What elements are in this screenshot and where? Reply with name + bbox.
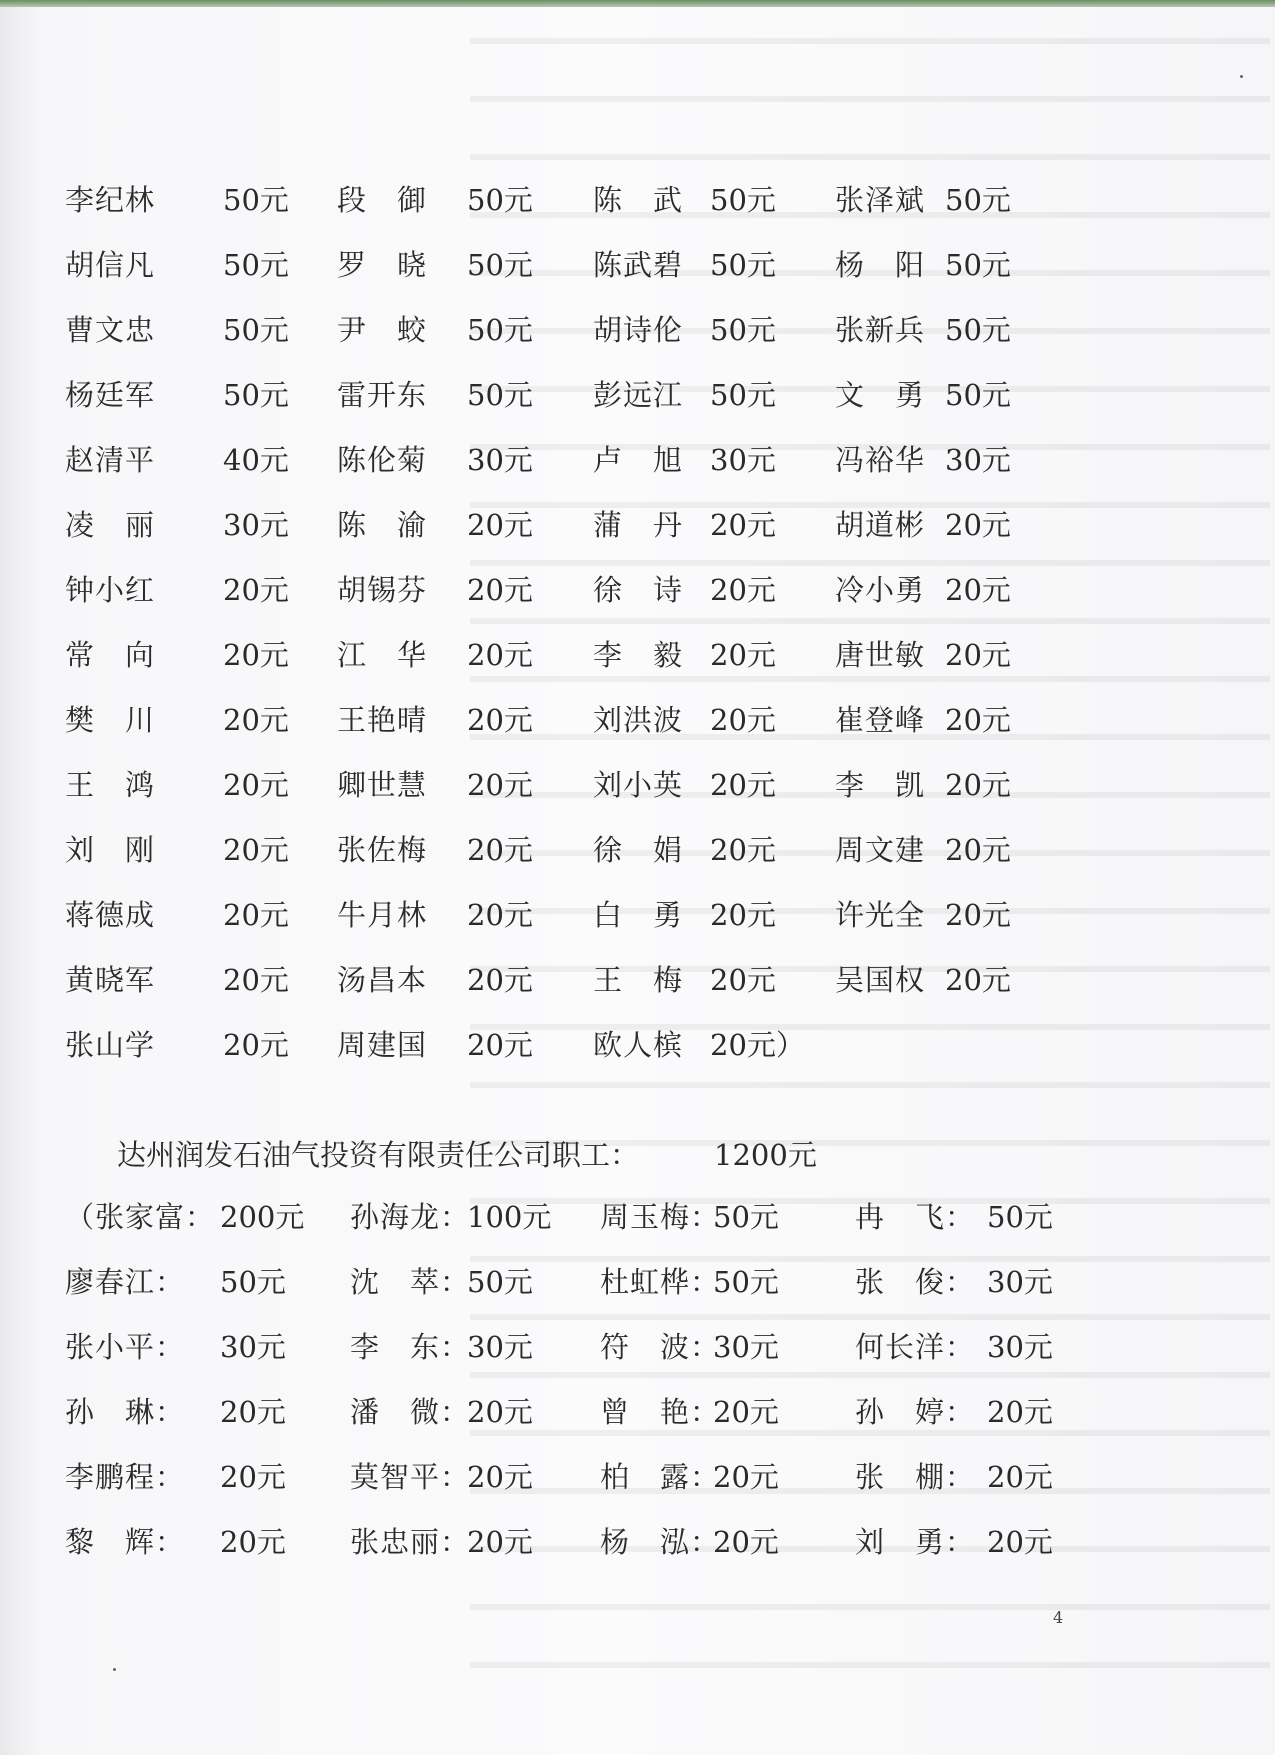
donor-name: 杨廷军	[65, 378, 156, 412]
donor-name: 周建国	[337, 1028, 428, 1062]
donor-name: 曹文忠	[65, 313, 156, 347]
donation-amount: 30元	[987, 1330, 1053, 1364]
list-row	[65, 503, 1095, 568]
donor-name: 张小平：	[65, 1330, 186, 1364]
donor-name: 胡道彬	[835, 508, 926, 542]
donation-amount: 20元	[223, 703, 289, 737]
donor-name: （张家富：	[65, 1200, 216, 1234]
donor-name: 王 鸿	[65, 768, 156, 802]
donation-amount: 30元	[220, 1330, 286, 1364]
list-row	[65, 1195, 1095, 1260]
donation-amount: 20元	[467, 638, 533, 672]
donation-amount: 20元	[945, 703, 1011, 737]
donor-name: 李 凯	[835, 768, 926, 802]
donor-name: 崔登峰	[835, 703, 926, 737]
list-row	[65, 1390, 1095, 1455]
donation-amount: 50元	[223, 313, 289, 347]
donor-name: 柏 露：	[600, 1460, 721, 1494]
donation-amount: 20元	[987, 1460, 1053, 1494]
donation-amount: 50元	[467, 1265, 533, 1299]
list-row	[65, 828, 1095, 893]
donation-amount: 20元	[467, 1395, 533, 1429]
donation-amount: 50元	[223, 248, 289, 282]
donation-amount: 20元	[467, 1525, 533, 1559]
donor-name: 刘洪波	[593, 703, 684, 737]
donor-name: 段 御	[337, 183, 428, 217]
donation-amount: 20元	[220, 1395, 286, 1429]
donor-name: 杜虹桦：	[600, 1265, 721, 1299]
donation-amount: 50元	[467, 248, 533, 282]
donation-amount: 20元	[220, 1460, 286, 1494]
donor-name: 钟小红	[65, 573, 156, 607]
donor-name: 刘小英	[593, 768, 684, 802]
donor-name: 刘 刚	[65, 833, 156, 867]
donation-amount: 20元	[945, 898, 1011, 932]
donation-amount: 20元	[223, 573, 289, 607]
donation-amount: 20元	[945, 638, 1011, 672]
donor-name: 冉 飞：	[855, 1200, 976, 1234]
list-row	[65, 1325, 1095, 1390]
donation-amount: 20元	[987, 1395, 1053, 1429]
donor-name: 徐 娟	[593, 833, 684, 867]
list-row	[65, 1455, 1095, 1520]
donor-name: 陈 渝	[337, 508, 428, 542]
donor-name: 冷小勇	[835, 573, 926, 607]
list-row	[65, 633, 1095, 698]
donor-name: 黎 辉：	[65, 1525, 186, 1559]
donation-amount: 50元	[223, 183, 289, 217]
donor-name: 周文建	[835, 833, 926, 867]
donation-amount: 20元	[223, 768, 289, 802]
donor-name: 孙海龙：	[350, 1200, 471, 1234]
donation-amount: 20元	[223, 1028, 289, 1062]
list-row	[65, 568, 1095, 633]
donor-name: 周玉梅：	[600, 1200, 721, 1234]
donation-amount: 50元	[710, 183, 776, 217]
donor-name: 雷开东	[337, 378, 428, 412]
donor-name: 陈 武	[593, 183, 684, 217]
donor-name: 王艳晴	[337, 703, 428, 737]
donation-amount: 200元	[220, 1200, 305, 1234]
donor-name: 杨 泓：	[600, 1525, 721, 1559]
donor-name: 胡诗伦	[593, 313, 684, 347]
donor-name: 张忠丽：	[350, 1525, 471, 1559]
donation-amount: 20元	[223, 638, 289, 672]
donation-amount: 20元	[710, 508, 776, 542]
donor-name: 江 华	[337, 638, 428, 672]
donation-amount: 20元）	[710, 1028, 805, 1062]
donation-amount: 20元	[945, 768, 1011, 802]
donor-name: 罗 晓	[337, 248, 428, 282]
donation-amount: 20元	[710, 963, 776, 997]
donor-name: 唐世敏	[835, 638, 926, 672]
donor-name: 文 勇	[835, 378, 926, 412]
donation-amount: 20元	[945, 573, 1011, 607]
donor-name: 王 梅	[593, 963, 684, 997]
donor-name: 孙 婷：	[855, 1395, 976, 1429]
donation-amount: 50元	[467, 313, 533, 347]
donation-amount: 20元	[467, 898, 533, 932]
donation-amount: 50元	[713, 1265, 779, 1299]
donation-amount: 50元	[710, 313, 776, 347]
donation-amount: 20元	[467, 573, 533, 607]
donor-name: 李 东：	[350, 1330, 471, 1364]
donation-amount: 20元	[223, 833, 289, 867]
donor-name: 李鹏程：	[65, 1460, 186, 1494]
donor-name: 张 棚：	[855, 1460, 976, 1494]
donation-amount: 30元	[710, 443, 776, 477]
donation-amount: 20元	[467, 768, 533, 802]
donation-amount: 20元	[945, 508, 1011, 542]
donor-name: 曾 艳：	[600, 1395, 721, 1429]
company-total: 1200元	[714, 1138, 817, 1172]
company-heading	[117, 1133, 817, 1174]
donation-amount: 20元	[467, 963, 533, 997]
donor-list-2	[65, 1195, 1095, 1585]
scan-speck	[1240, 75, 1243, 78]
donor-name: 黄晓军	[65, 963, 156, 997]
donor-name: 杨 阳	[835, 248, 926, 282]
list-row	[65, 243, 1095, 308]
donor-name: 凌 丽	[65, 508, 156, 542]
page-number: 4	[1053, 1608, 1064, 1627]
donor-name: 莫智平：	[350, 1460, 471, 1494]
donor-name: 李 毅	[593, 638, 684, 672]
donation-amount: 20元	[220, 1525, 286, 1559]
donor-name: 张佐梅	[337, 833, 428, 867]
donor-name: 樊 川	[65, 703, 156, 737]
donation-amount: 20元	[713, 1525, 779, 1559]
donation-amount: 50元	[713, 1200, 779, 1234]
donation-amount: 40元	[223, 443, 289, 477]
donation-amount: 50元	[467, 378, 533, 412]
list-row	[65, 1520, 1095, 1585]
donor-name: 徐 诗	[593, 573, 684, 607]
list-row	[65, 698, 1095, 763]
donor-name: 蒲 丹	[593, 508, 684, 542]
donor-name: 沈 萃：	[350, 1265, 471, 1299]
donor-name: 汤昌本	[337, 963, 428, 997]
donation-amount: 30元	[467, 443, 533, 477]
donation-amount: 20元	[467, 1028, 533, 1062]
donation-amount: 30元	[223, 508, 289, 542]
donation-amount: 20元	[945, 833, 1011, 867]
donor-name: 吴国权	[835, 963, 926, 997]
donation-amount: 20元	[987, 1525, 1053, 1559]
donor-name: 欧人槟	[593, 1028, 684, 1062]
donor-name: 陈伦菊	[337, 443, 428, 477]
donor-name: 陈武碧	[593, 248, 684, 282]
scan-edge-band	[0, 0, 1275, 7]
donor-name: 李纪林	[65, 183, 156, 217]
donor-name: 卿世慧	[337, 768, 428, 802]
donation-amount: 20元	[710, 638, 776, 672]
donation-amount: 20元	[223, 898, 289, 932]
donor-name: 胡信凡	[65, 248, 156, 282]
donor-name: 潘 微：	[350, 1395, 471, 1429]
donation-amount: 100元	[467, 1200, 552, 1234]
donor-name: 尹 蛟	[337, 313, 428, 347]
donation-amount: 20元	[710, 703, 776, 737]
donation-amount: 30元	[987, 1265, 1053, 1299]
donation-amount: 30元	[467, 1330, 533, 1364]
donor-name: 张山学	[65, 1028, 156, 1062]
donor-name: 张泽斌	[835, 183, 926, 217]
donation-amount: 50元	[467, 183, 533, 217]
donor-name: 彭远江	[593, 378, 684, 412]
list-row	[65, 438, 1095, 503]
donation-amount: 20元	[713, 1395, 779, 1429]
donor-name: 赵清平	[65, 443, 156, 477]
donor-name: 张新兵	[835, 313, 926, 347]
donation-amount: 50元	[710, 378, 776, 412]
donation-amount: 20元	[223, 963, 289, 997]
donor-name: 张 俊：	[855, 1265, 976, 1299]
donation-amount: 50元	[945, 248, 1011, 282]
donor-name: 符 波：	[600, 1330, 721, 1364]
donation-amount: 50元	[223, 378, 289, 412]
donor-name: 胡锡芬	[337, 573, 428, 607]
donor-name: 何长洋：	[855, 1330, 976, 1364]
donation-amount: 20元	[710, 898, 776, 932]
company-name: 达州润发石油气投资有限责任公司职工：	[117, 1138, 640, 1172]
list-row	[65, 308, 1095, 373]
donation-amount: 20元	[945, 963, 1011, 997]
donor-name: 卢 旭	[593, 443, 684, 477]
donation-amount: 20元	[710, 833, 776, 867]
donation-amount: 50元	[945, 183, 1011, 217]
donor-name: 冯裕华	[835, 443, 926, 477]
donation-amount: 50元	[220, 1265, 286, 1299]
list-row	[65, 373, 1095, 438]
donor-name: 孙 琳：	[65, 1395, 186, 1429]
donor-name: 常 向	[65, 638, 156, 672]
list-row	[65, 763, 1095, 828]
donor-name: 牛月林	[337, 898, 428, 932]
donor-name: 许光全	[835, 898, 926, 932]
donation-amount: 20元	[710, 768, 776, 802]
donation-amount: 20元	[467, 703, 533, 737]
donation-amount: 30元	[945, 443, 1011, 477]
list-row	[65, 893, 1095, 958]
donation-amount: 50元	[945, 378, 1011, 412]
donation-amount: 50元	[945, 313, 1011, 347]
donor-name: 白 勇	[593, 898, 684, 932]
donation-amount: 20元	[713, 1460, 779, 1494]
donation-amount: 50元	[710, 248, 776, 282]
donor-list-1	[65, 178, 1095, 1088]
list-row	[65, 1260, 1095, 1325]
list-row	[65, 1023, 1095, 1088]
list-row	[65, 958, 1095, 1023]
scan-speck	[113, 1668, 116, 1671]
donation-amount: 30元	[713, 1330, 779, 1364]
donor-name: 蒋德成	[65, 898, 156, 932]
donation-amount: 20元	[467, 1460, 533, 1494]
list-row	[65, 178, 1095, 243]
donor-name: 刘 勇：	[855, 1525, 976, 1559]
donor-name: 廖春江：	[65, 1265, 186, 1299]
donation-amount: 50元	[987, 1200, 1053, 1234]
donation-amount: 20元	[467, 508, 533, 542]
donation-amount: 20元	[710, 573, 776, 607]
donation-amount: 20元	[467, 833, 533, 867]
